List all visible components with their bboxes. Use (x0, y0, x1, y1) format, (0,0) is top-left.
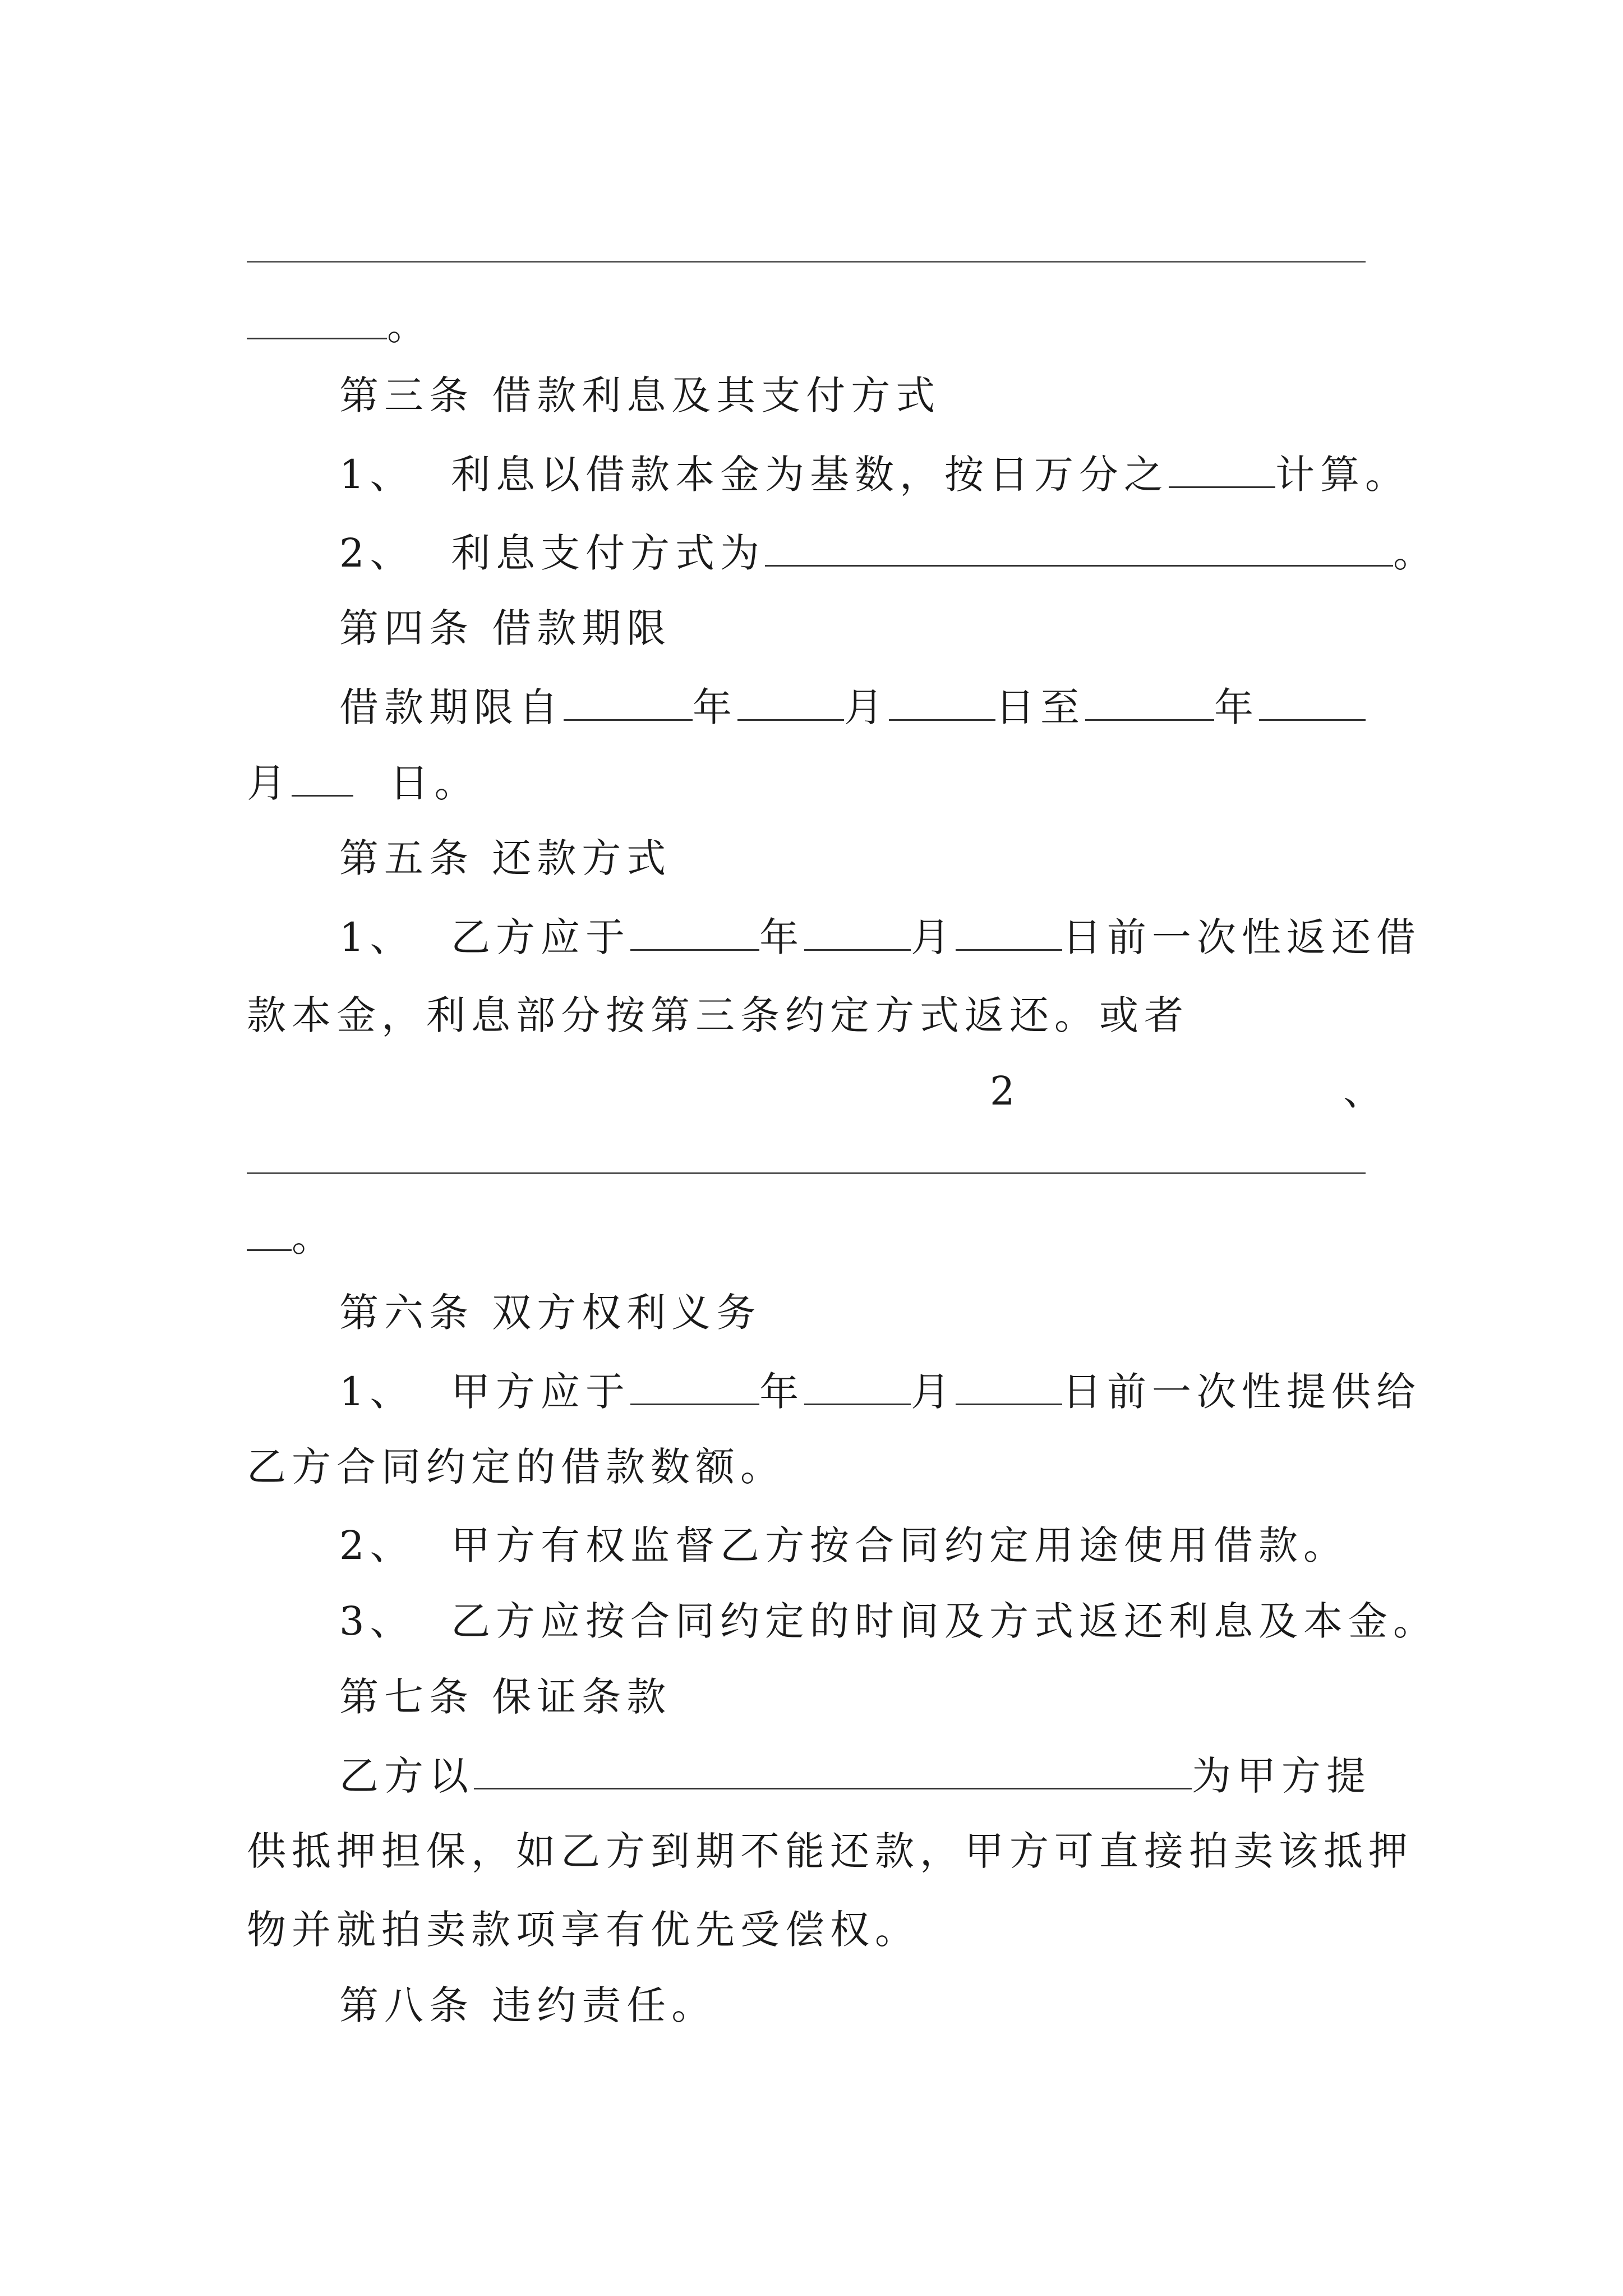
text: 日至 (995, 684, 1085, 730)
blank-fill (247, 1209, 292, 1251)
article-5-end-line (247, 1209, 336, 1266)
text: 乙方应于 (451, 914, 631, 960)
blank-fill (630, 909, 759, 951)
article-7-paragraph-line-1 (339, 1747, 1371, 1804)
item-text-tail: 计算。 (1275, 452, 1410, 498)
item-number: 1、 (339, 914, 415, 960)
punctuation: 。 (387, 303, 432, 349)
text: 为甲方提 (1192, 1753, 1371, 1799)
article-5-item-1-line-1 (339, 909, 1421, 965)
punctuation: 。 (1393, 530, 1438, 576)
item-number: 1、 (339, 452, 415, 498)
blank-fill (889, 679, 995, 721)
text: 年 (693, 684, 737, 730)
article-4-paragraph-line-1 (339, 679, 1366, 735)
blank-fill (737, 679, 844, 721)
item-number: 2、 (339, 1522, 415, 1568)
text: 日前一次性提供给 (1062, 1369, 1422, 1415)
text: 甲方应于 (451, 1369, 631, 1415)
item-text: 利息以借款本金为基数，按日万分之 (451, 452, 1169, 498)
blank-fill (1259, 679, 1366, 721)
blank-fill (956, 909, 1062, 951)
blank-fill (956, 1363, 1062, 1405)
text: 年 (1214, 684, 1259, 730)
item-number: 3、 (339, 1598, 415, 1644)
text: 日。 (389, 760, 479, 806)
article-4-paragraph-line-2 (247, 754, 479, 811)
article-5-title: 第五条 还款方式 (339, 835, 672, 881)
blank-fill (564, 679, 693, 721)
blank-fill (804, 909, 911, 951)
item-text: 利息支付方式为 (451, 530, 766, 576)
blank-fill (1169, 446, 1275, 488)
article-6-item-3 (339, 1593, 1438, 1649)
text: 年 (759, 914, 805, 960)
text: 月 (247, 760, 292, 806)
article-3-title: 第三条 借款利息及其支付方式 (339, 372, 941, 418)
item-text: 乙方应按合同约定的时间及方式返还利息及本金。 (451, 1598, 1438, 1644)
text: 借款期限自 (339, 684, 564, 730)
article-3-item-2 (339, 524, 1438, 581)
blank-fill (804, 1363, 911, 1405)
text: 月 (911, 914, 956, 960)
blank-fill (765, 524, 1393, 567)
text: 乙方以 (339, 1753, 474, 1799)
blank-fill (1085, 679, 1214, 721)
item-number: 2、 (339, 530, 415, 576)
blank-fill (474, 1747, 1192, 1789)
article-5-item-2-mark: 、 (1343, 1068, 1382, 1114)
article-6-title: 第六条 双方权利义务 (339, 1290, 762, 1336)
article-7-paragraph-line-2: 供抵押担保，如乙方到期不能还款，甲方可直接拍卖该抵押 (247, 1828, 1413, 1874)
blank-fill (630, 1363, 759, 1405)
item-text: 甲方有权监督乙方按合同约定用途使用借款。 (451, 1522, 1349, 1568)
text: 月 (911, 1369, 956, 1415)
blank-fill (292, 754, 353, 797)
blank-fill (247, 297, 387, 339)
punctuation: 。 (292, 1214, 336, 1260)
article-4-title: 第四条 借款期限 (339, 605, 672, 651)
article-7-title: 第七条 保证条款 (339, 1674, 672, 1720)
article-6-item-1-line-2: 乙方合同约定的借款数额。 (247, 1444, 785, 1490)
blank-line (247, 1172, 1366, 1174)
article-6-item-1-line-1 (339, 1363, 1421, 1420)
article-7-paragraph-line-3: 物并就拍卖款项享有优先受偿权。 (247, 1907, 920, 1953)
blank-line (247, 261, 1366, 263)
article-5-item-2-number: 2 (990, 1068, 1015, 1114)
article-5-item-1-line-2: 款本金，利息部分按第三条约定方式返还。或者 (247, 992, 1189, 1038)
item-number: 1、 (339, 1369, 415, 1415)
text: 月 (844, 684, 889, 730)
continuation-line (247, 297, 432, 354)
article-8-title: 第八条 违约责任。 (339, 1982, 717, 2028)
article-6-item-2 (339, 1517, 1348, 1573)
text: 年 (759, 1369, 805, 1415)
text: 日前一次性返还借 (1062, 914, 1422, 960)
article-3-item-1 (339, 446, 1410, 503)
